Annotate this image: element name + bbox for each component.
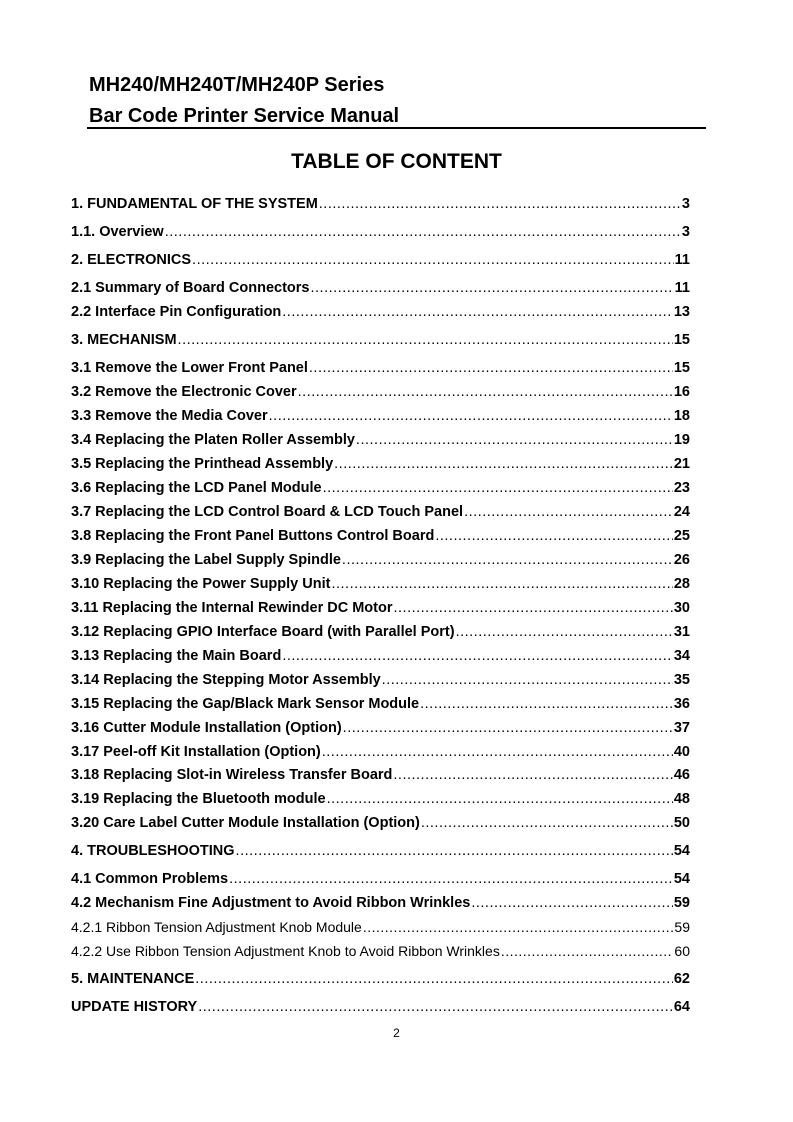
toc-entry[interactable] — [71, 279, 690, 297]
toc-entry[interactable] — [71, 719, 690, 737]
toc-entry-label: 3. MECHANISM — [71, 332, 177, 348]
page-number: 2 — [393, 1026, 400, 1040]
toc-entry-label: 3.19 Replacing the Bluetooth module — [71, 791, 326, 807]
toc-entry[interactable] — [71, 743, 690, 761]
toc-entry-label: 3.18 Replacing Slot-in Wireless Transfer Board — [71, 767, 393, 783]
toc-dot-leader — [435, 527, 673, 545]
toc-dot-leader — [192, 251, 674, 269]
toc-entry-page: 36 — [673, 696, 690, 712]
toc-entry-label: 3.20 Care Label Cutter Module Installation (Option) — [71, 815, 420, 831]
toc-entry-page: 19 — [673, 432, 690, 448]
toc-entry-page: 31 — [673, 624, 690, 640]
toc-entry-page: 11 — [674, 252, 690, 268]
toc-dot-leader — [269, 407, 673, 425]
toc-entry-label: 5. MAINTENANCE — [71, 971, 195, 987]
toc-dot-leader — [323, 479, 673, 497]
toc-entry[interactable] — [71, 331, 690, 349]
toc-dot-leader — [334, 455, 673, 473]
toc-dot-leader — [198, 998, 673, 1016]
toc-entry-label: UPDATE HISTORY — [71, 999, 198, 1015]
toc-entry[interactable] — [71, 647, 690, 665]
toc-dot-leader — [298, 383, 673, 401]
toc-entry[interactable] — [71, 894, 690, 912]
toc-dot-leader — [327, 790, 673, 808]
toc-dot-leader — [165, 223, 681, 241]
toc-dot-leader — [393, 766, 672, 784]
toc-entry[interactable] — [71, 407, 690, 425]
toc-entry-page: 34 — [673, 648, 690, 664]
toc-entry-label: 3.11 Replacing the Internal Rewinder DC Motor — [71, 600, 393, 616]
toc-entry-label: 3.15 Replacing the Gap/Black Mark Sensor Module — [71, 696, 420, 712]
toc-entry-page: 18 — [673, 408, 690, 424]
toc-entry-label: 2.2 Interface Pin Configuration — [71, 304, 282, 320]
toc-dot-leader — [501, 942, 674, 960]
toc-dot-leader — [420, 695, 673, 713]
toc-entry[interactable] — [71, 359, 690, 377]
toc-entry-page: 30 — [673, 600, 690, 616]
toc-entry-label: 3.4 Replacing the Platen Roller Assembly — [71, 432, 355, 448]
toc-entry-page: 23 — [673, 480, 690, 496]
document-manual-title: Bar Code Printer Service Manual — [89, 105, 400, 127]
toc-dot-leader — [178, 331, 673, 349]
toc-entry-page: 25 — [673, 528, 690, 544]
toc-entry[interactable] — [71, 551, 690, 569]
toc-dot-leader — [464, 503, 673, 521]
toc-entry-label: 4. TROUBLESHOOTING — [71, 843, 235, 859]
toc-entry-label: 4.1 Common Problems — [71, 871, 229, 887]
toc-entry[interactable] — [71, 970, 690, 988]
toc-entry-page: 48 — [673, 791, 690, 807]
toc-entry-label: 4.2 Mechanism Fine Adjustment to Avoid Ribbon Wrinkles — [71, 895, 471, 911]
toc-entry-label: 3.10 Replacing the Power Supply Unit — [71, 576, 331, 592]
toc-dot-leader — [393, 599, 672, 617]
toc-entry-label: 3.1 Remove the Lower Front Panel — [71, 360, 308, 376]
toc-entry[interactable] — [71, 870, 690, 888]
toc-entry-label: 3.2 Remove the Electronic Cover — [71, 384, 297, 400]
toc-entry-page: 13 — [673, 304, 690, 320]
toc-entry-label: 3.9 Replacing the Label Supply Spindle — [71, 552, 341, 568]
toc-entry-page: 24 — [673, 504, 690, 520]
toc-entry-label: 1.1. Overview — [71, 224, 164, 240]
toc-entry-page: 35 — [673, 672, 690, 688]
toc-dot-leader — [319, 195, 681, 213]
toc-entry-page: 26 — [673, 552, 690, 568]
toc-entry[interactable] — [71, 383, 690, 401]
toc-entry-label: 3.13 Replacing the Main Board — [71, 648, 282, 664]
toc-entry[interactable] — [71, 790, 690, 808]
toc-entry[interactable] — [71, 998, 690, 1016]
toc-dot-leader — [322, 743, 673, 761]
toc-entry-label: 3.6 Replacing the LCD Panel Module — [71, 480, 322, 496]
toc-entry[interactable] — [71, 479, 690, 497]
toc-entry[interactable] — [71, 814, 690, 832]
toc-entry-page: 59 — [673, 895, 690, 911]
toc-entry[interactable] — [71, 303, 690, 321]
toc-entry-page: 21 — [673, 456, 690, 472]
toc-dot-leader — [363, 918, 674, 936]
toc-entry-label: 3.8 Replacing the Front Panel Buttons Control Board — [71, 528, 435, 544]
toc-dot-leader — [382, 671, 673, 689]
toc-dot-leader — [282, 647, 673, 665]
toc-entry-page: 15 — [673, 332, 690, 348]
toc-entry[interactable] — [71, 766, 690, 784]
toc-dot-leader — [236, 842, 673, 860]
toc-entry-page: 16 — [673, 384, 690, 400]
toc-entry-page: 64 — [673, 999, 690, 1015]
toc-entry-label: 3.5 Replacing the Printhead Assembly — [71, 456, 334, 472]
toc-entry-label: 4.2.2 Use Ribbon Tension Adjustment Knob to Avoid Ribbon Wrinkles — [71, 943, 500, 959]
toc-heading: TABLE OF CONTENT — [291, 150, 502, 173]
toc-entry-label: 3.17 Peel-off Kit Installation (Option) — [71, 744, 321, 760]
toc-entry-page: 15 — [673, 360, 690, 376]
toc-entry-page: 62 — [673, 971, 690, 987]
toc-dot-leader — [309, 359, 673, 377]
toc-entry-page: 11 — [674, 280, 690, 296]
toc-entry-label: 2.1 Summary of Board Connectors — [71, 280, 310, 296]
toc-entry[interactable] — [71, 918, 690, 936]
toc-dot-leader — [343, 719, 673, 737]
toc-dot-leader — [282, 303, 673, 321]
toc-entry[interactable] — [71, 575, 690, 593]
toc-entry[interactable] — [71, 223, 690, 241]
toc-entry-page: 40 — [673, 744, 690, 760]
toc-entry-label: 3.12 Replacing GPIO Interface Board (with Parallel Port) — [71, 624, 455, 640]
toc-entry-page: 28 — [673, 576, 690, 592]
toc-entry-page: 50 — [673, 815, 690, 831]
toc-entry[interactable] — [71, 599, 690, 617]
toc-dot-leader — [456, 623, 673, 641]
toc-dot-leader — [195, 970, 673, 988]
toc-dot-leader — [421, 814, 673, 832]
toc-entry[interactable] — [71, 431, 690, 449]
toc-entry-label: 3.7 Replacing the LCD Control Board & LCD Touch Panel — [71, 504, 464, 520]
toc-entry-label: 3.3 Remove the Media Cover — [71, 408, 268, 424]
toc-entry[interactable] — [71, 503, 690, 521]
toc-entry[interactable] — [71, 671, 690, 689]
toc-entry-label: 3.16 Cutter Module Installation (Option) — [71, 720, 342, 736]
toc-entry-label: 2. ELECTRONICS — [71, 252, 192, 268]
header-divider — [87, 127, 706, 129]
toc-entry[interactable] — [71, 195, 690, 213]
toc-entry[interactable] — [71, 251, 690, 269]
toc-entry[interactable] — [71, 942, 690, 960]
toc-dot-leader — [311, 279, 674, 297]
toc-dot-leader — [356, 431, 673, 449]
toc-dot-leader — [331, 575, 672, 593]
toc-entry-page: 37 — [673, 720, 690, 736]
toc-entry-page: 54 — [673, 871, 690, 887]
toc-entry-page: 3 — [681, 196, 690, 212]
toc-entry[interactable] — [71, 623, 690, 641]
toc-entry-page: 3 — [681, 224, 690, 240]
toc-entry[interactable] — [71, 455, 690, 473]
toc-entry-page: 59 — [674, 919, 690, 935]
toc-entry-label: 1. FUNDAMENTAL OF THE SYSTEM — [71, 196, 318, 212]
toc-entry-page: 54 — [673, 843, 690, 859]
toc-entry[interactable] — [71, 842, 690, 860]
toc-entry-page: 46 — [673, 767, 690, 783]
toc-dot-leader — [342, 551, 673, 569]
toc-entry-page: 60 — [674, 943, 690, 959]
toc-dot-leader — [471, 894, 673, 912]
toc-entry[interactable] — [71, 527, 690, 545]
toc-entry[interactable] — [71, 695, 690, 713]
document-series-title: MH240/MH240T/MH240P Series — [89, 74, 385, 96]
toc-dot-leader — [229, 870, 673, 888]
toc-entry-label: 3.14 Replacing the Stepping Motor Assembly — [71, 672, 381, 688]
toc-entry-label: 4.2.1 Ribbon Tension Adjustment Knob Module — [71, 919, 362, 935]
